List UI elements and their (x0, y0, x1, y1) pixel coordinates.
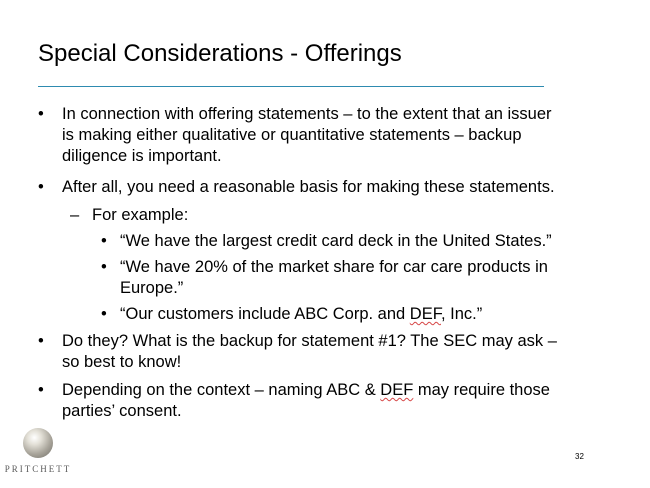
bullet-marker: • (101, 232, 107, 250)
bullet-4-text (62, 380, 622, 422)
bullet-marker: • (38, 332, 44, 350)
example-3-text-after: , Inc.” (440, 305, 483, 323)
bullet-marker: • (38, 381, 44, 399)
bullet-4-text-after: may require those (413, 381, 550, 399)
logo-text: PRITCHETT (4, 464, 72, 474)
example-3-text-before: “Our customers include ABC Corp. and (120, 305, 410, 323)
pritchett-logo (0, 424, 80, 484)
bullet-1-line-3: diligence is important. (62, 147, 222, 165)
example-3-text (120, 304, 610, 325)
sub-item-text: For example: (92, 206, 189, 224)
bullet-marker: • (38, 105, 44, 123)
example-1-line-1: “We have the largest credit card deck in the United States.” (120, 232, 552, 250)
title-divider (38, 86, 544, 87)
slide-title: Special Considerations - Offerings (38, 40, 402, 67)
bullet-marker: • (38, 178, 44, 196)
bullet-1-line-1: In connection with offering statements – to the extent that an issuer (62, 105, 552, 123)
example-2-line-1: “We have 20% of the market share for car care products in (120, 258, 548, 276)
example-1-text (120, 231, 610, 252)
bullet-4-line-1 (62, 380, 622, 401)
bullet-3-line-2: so best to know! (62, 353, 182, 371)
bullet-3-line-1: Do they? What is the backup for statement #1? The SEC may ask – (62, 332, 557, 350)
spellcheck-underline-word: DEF (409, 305, 441, 323)
bullet-4-line-2: parties’ consent. (62, 402, 182, 420)
page-number: 32 (575, 452, 584, 461)
bullet-marker: • (101, 305, 107, 323)
bullet-2-text (62, 177, 622, 198)
bullet-marker: • (101, 258, 107, 276)
bullet-4-text-before: Depending on the context – naming ABC & (62, 381, 381, 399)
spellcheck-underline-word: DEF (380, 381, 414, 399)
dash-marker: – (70, 206, 80, 224)
bullet-3-text (62, 331, 622, 373)
sphere-icon (23, 428, 53, 458)
bullet-1-line-2: is making either qualitative or quantitative statements – backup (62, 126, 522, 144)
bullet-2-line-1: After all, you need a reasonable basis for making these statements. (62, 178, 555, 196)
bullet-1-text (62, 104, 622, 167)
example-2-text (120, 257, 610, 299)
example-2-line-2: Europe.” (120, 279, 184, 297)
